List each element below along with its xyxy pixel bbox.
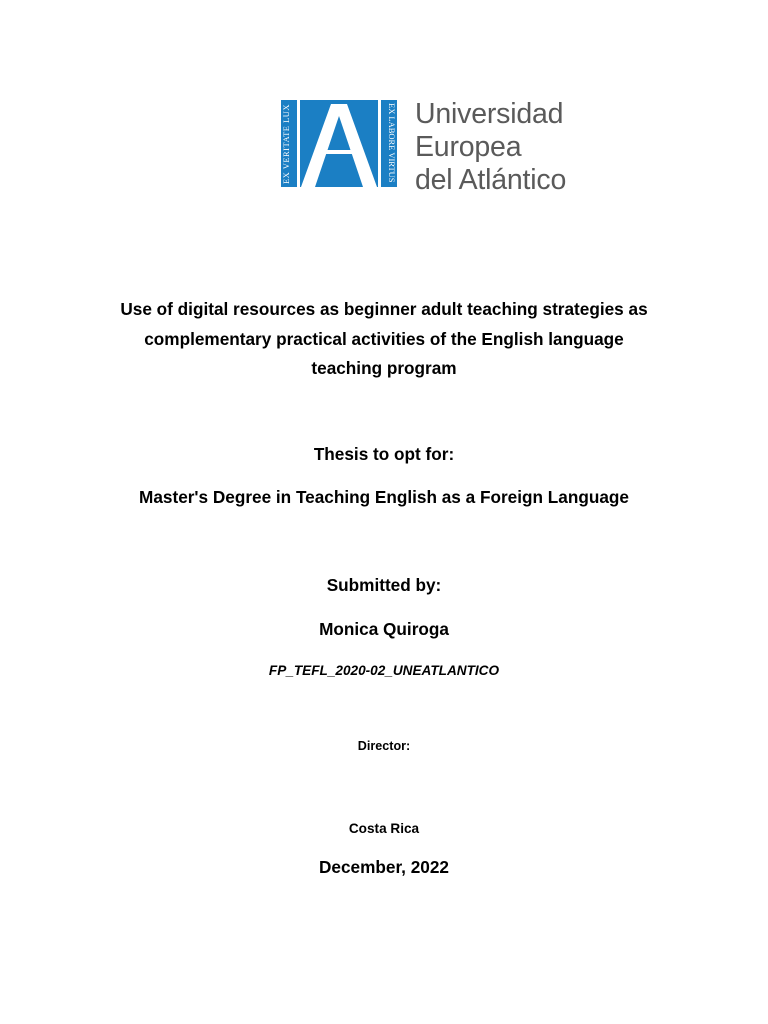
author-name: Monica Quiroga <box>319 619 449 639</box>
university-logo <box>281 98 591 196</box>
thesis-title-line-1: Use of digital resources as beginner adult teaching strategies as <box>120 299 648 319</box>
thesis-title-line-2: complementary practical activities of the English language <box>144 328 624 349</box>
thesis-opt-label: Thesis to opt for: <box>313 444 455 464</box>
thesis-title-line-3: teaching program <box>311 358 457 378</box>
submission-date: December, 2022 <box>319 857 449 877</box>
degree-name: Master's Degree in Teaching English as a Foreign Language <box>139 487 629 507</box>
submitted-by-label: Submitted by: <box>326 575 442 595</box>
country: Costa Rica <box>348 821 420 836</box>
wordmark-line-1: Universidad <box>415 98 564 130</box>
university-emblem <box>281 100 397 187</box>
director-label: Director: <box>357 739 411 753</box>
svg-text:EX LABORE VIRTUS: EX LABORE VIRTUS <box>387 103 397 183</box>
wordmark-line-2: Europea <box>415 131 522 163</box>
program-code: FP_TEFL_2020-02_UNEATLANTICO <box>268 663 500 678</box>
svg-text:EX VERITATE LUX: EX VERITATE LUX <box>281 104 291 184</box>
university-wordmark <box>415 98 566 197</box>
wordmark-line-3: del Atlántico <box>415 164 567 196</box>
thesis-title <box>0 295 768 384</box>
